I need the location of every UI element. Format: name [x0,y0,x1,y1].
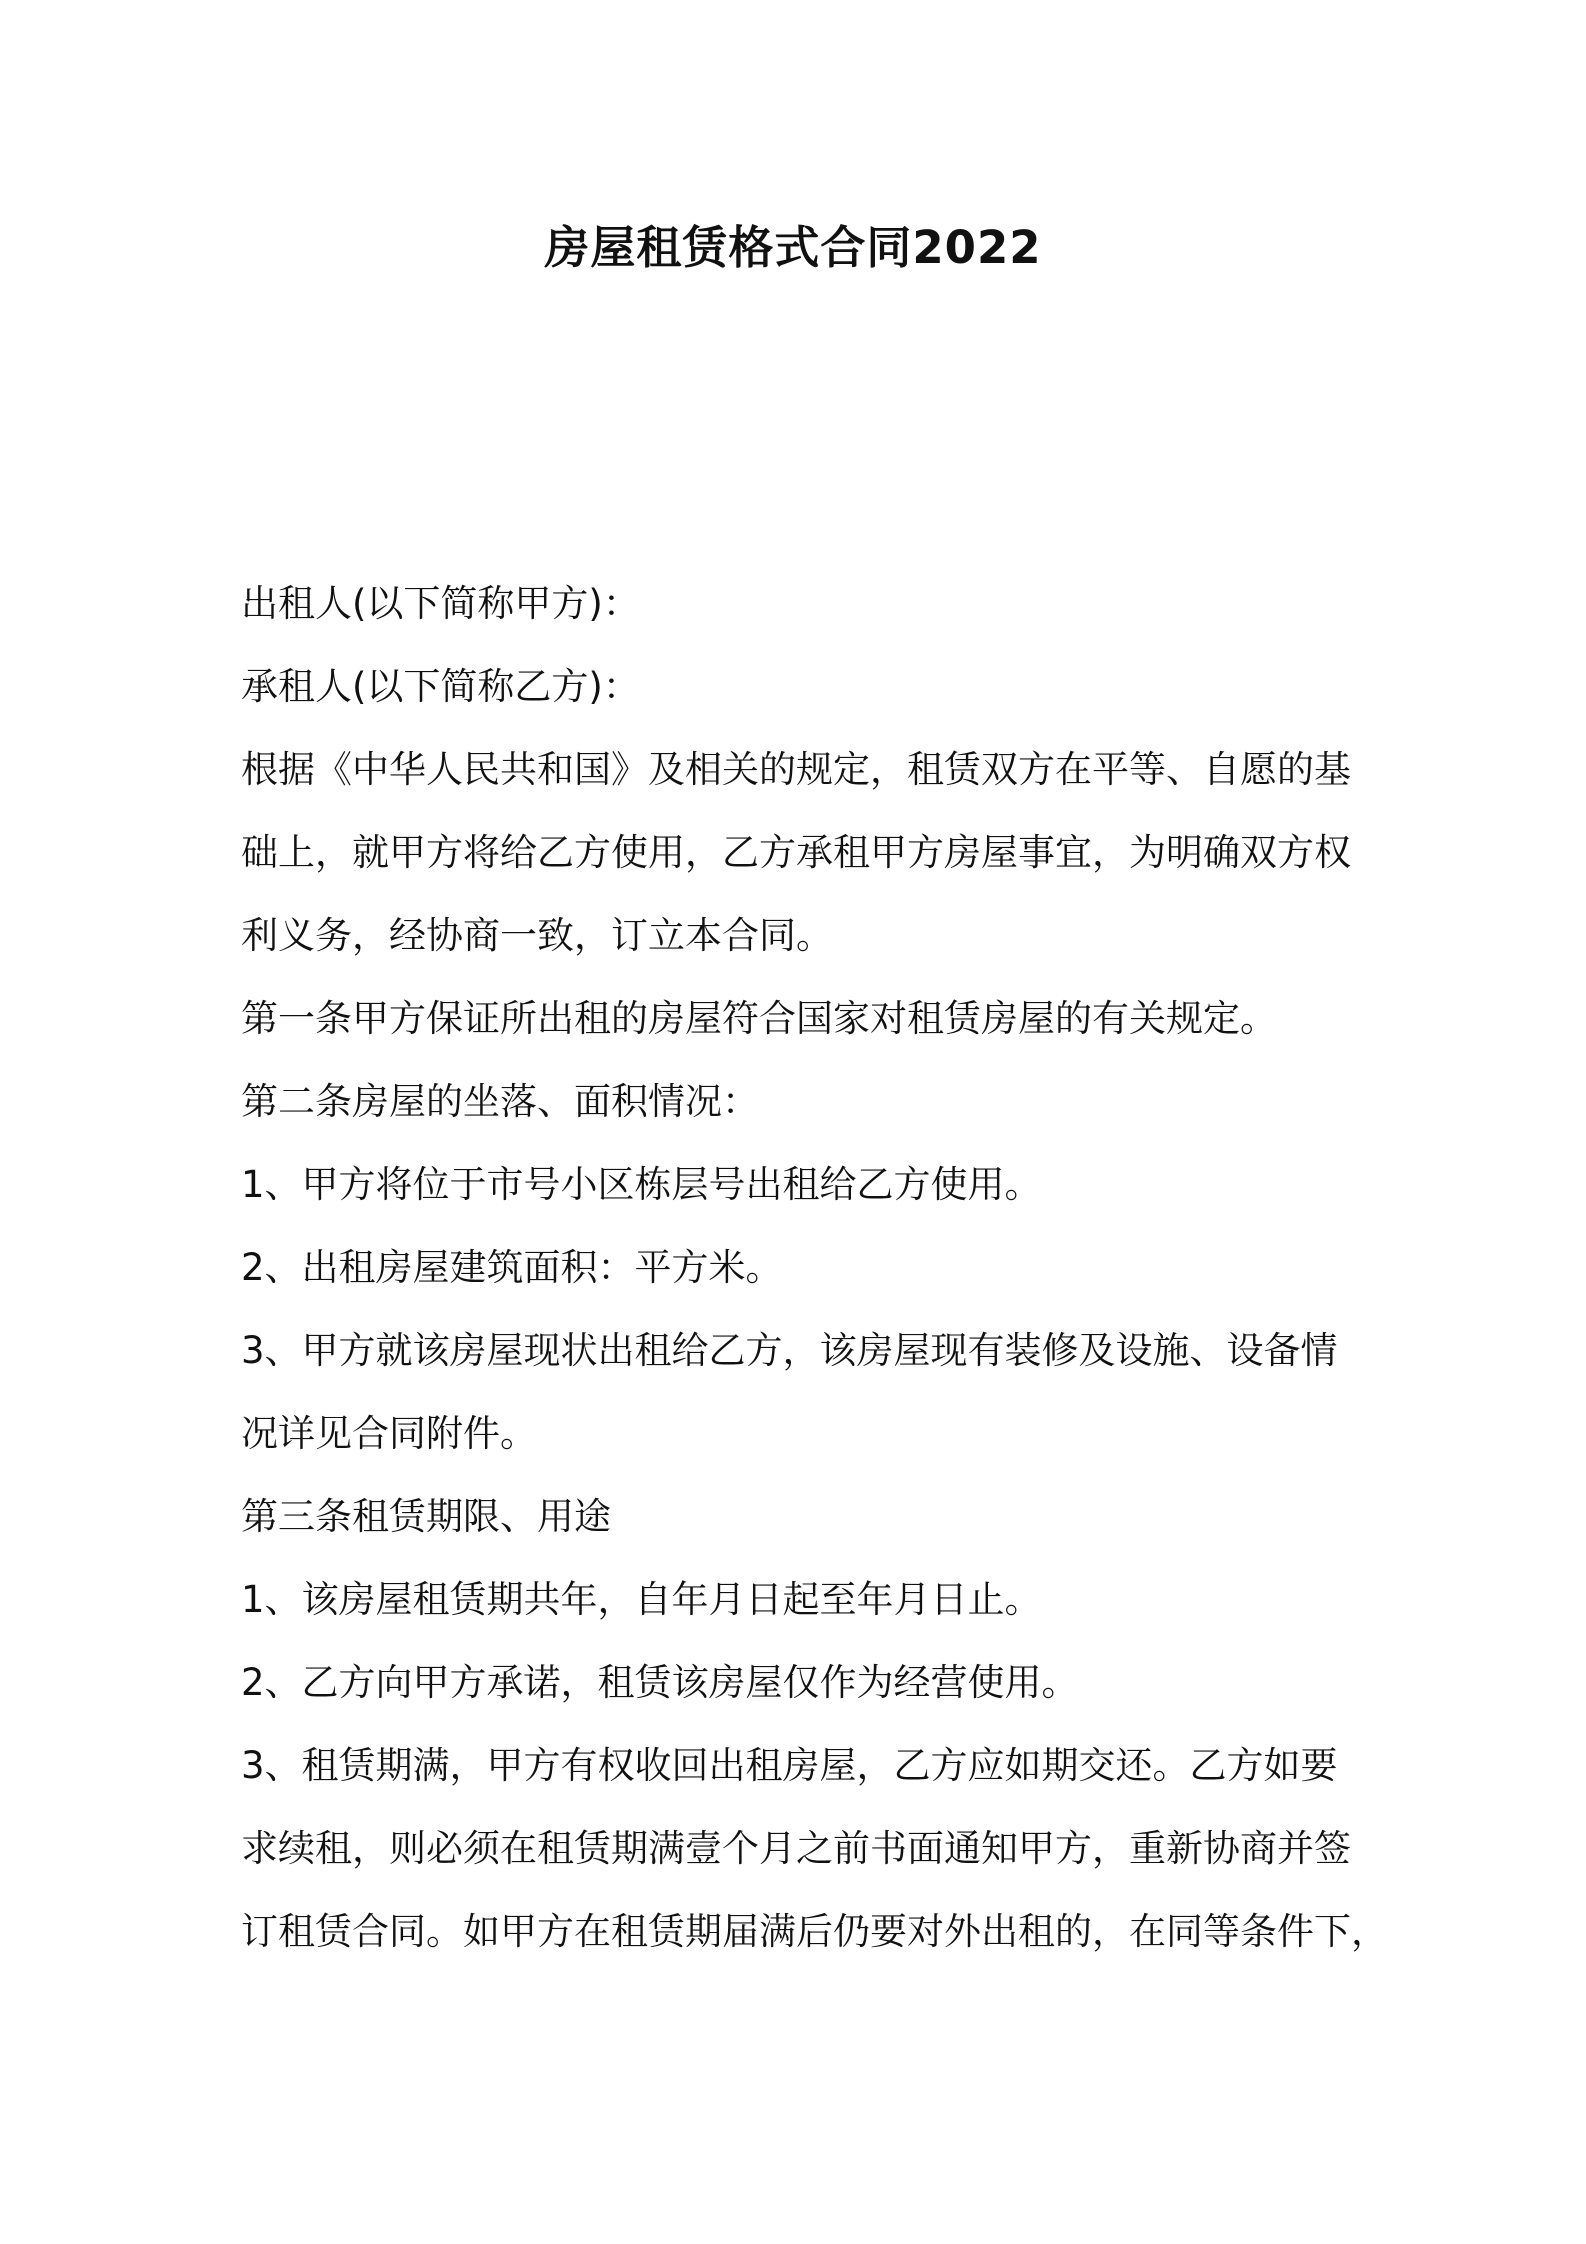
paragraph-line: 求续租，则必须在租赁期满壹个月之前书面通知甲方，重新协商并签 [241,1827,1351,1870]
paragraph-line: 第一条甲方保证所出租的房屋符合国家对租赁房屋的有关规定。 [241,997,1277,1040]
paragraph-line: 2、乙方向甲方承诺，租赁该房屋仅作为经营使用。 [241,1661,1079,1704]
paragraph-line: 第二条房屋的坐落、面积情况： [241,1080,759,1123]
paragraph-line: 2、出租房屋建筑面积：平方米。 [241,1246,783,1289]
document-body [241,574,1388,1985]
paragraph-line: 承租人(以下简称乙方)： [241,665,640,708]
document-title: 房屋租赁格式合同2022 [544,221,1042,274]
paragraph-line: 订租赁合同。如甲方在租赁期届满后仍要对外出租的，在同等条件下， [241,1910,1388,1953]
paragraph-line: 1、甲方将位于市号小区栋层号出租给乙方使用。 [241,1163,1042,1206]
paragraph-line: 第三条租赁期限、用途 [241,1495,611,1538]
paragraph-line: 3、甲方就该房屋现状出租给乙方，该房屋现有装修及设施、设备情 [241,1329,1338,1372]
paragraph-line: 出租人(以下简称甲方)： [241,582,640,625]
paragraph-line: 础上，就甲方将给乙方使用，乙方承租甲方房屋事宜，为明确双方权 [241,831,1351,874]
paragraph-line: 3、租赁期满，甲方有权收回出租房屋，乙方应如期交还。乙方如要 [241,1744,1338,1787]
paragraph-line: 根据《中华人民共和国》及相关的规定，租赁双方在平等、自愿的基 [241,748,1351,791]
paragraph-line: 况详见合同附件。 [241,1412,537,1455]
paragraph-line: 利义务，经协商一致，订立本合同。 [241,914,833,957]
paragraph-line: 1、该房屋租赁期共年，自年月日起至年月日止。 [241,1578,1042,1621]
